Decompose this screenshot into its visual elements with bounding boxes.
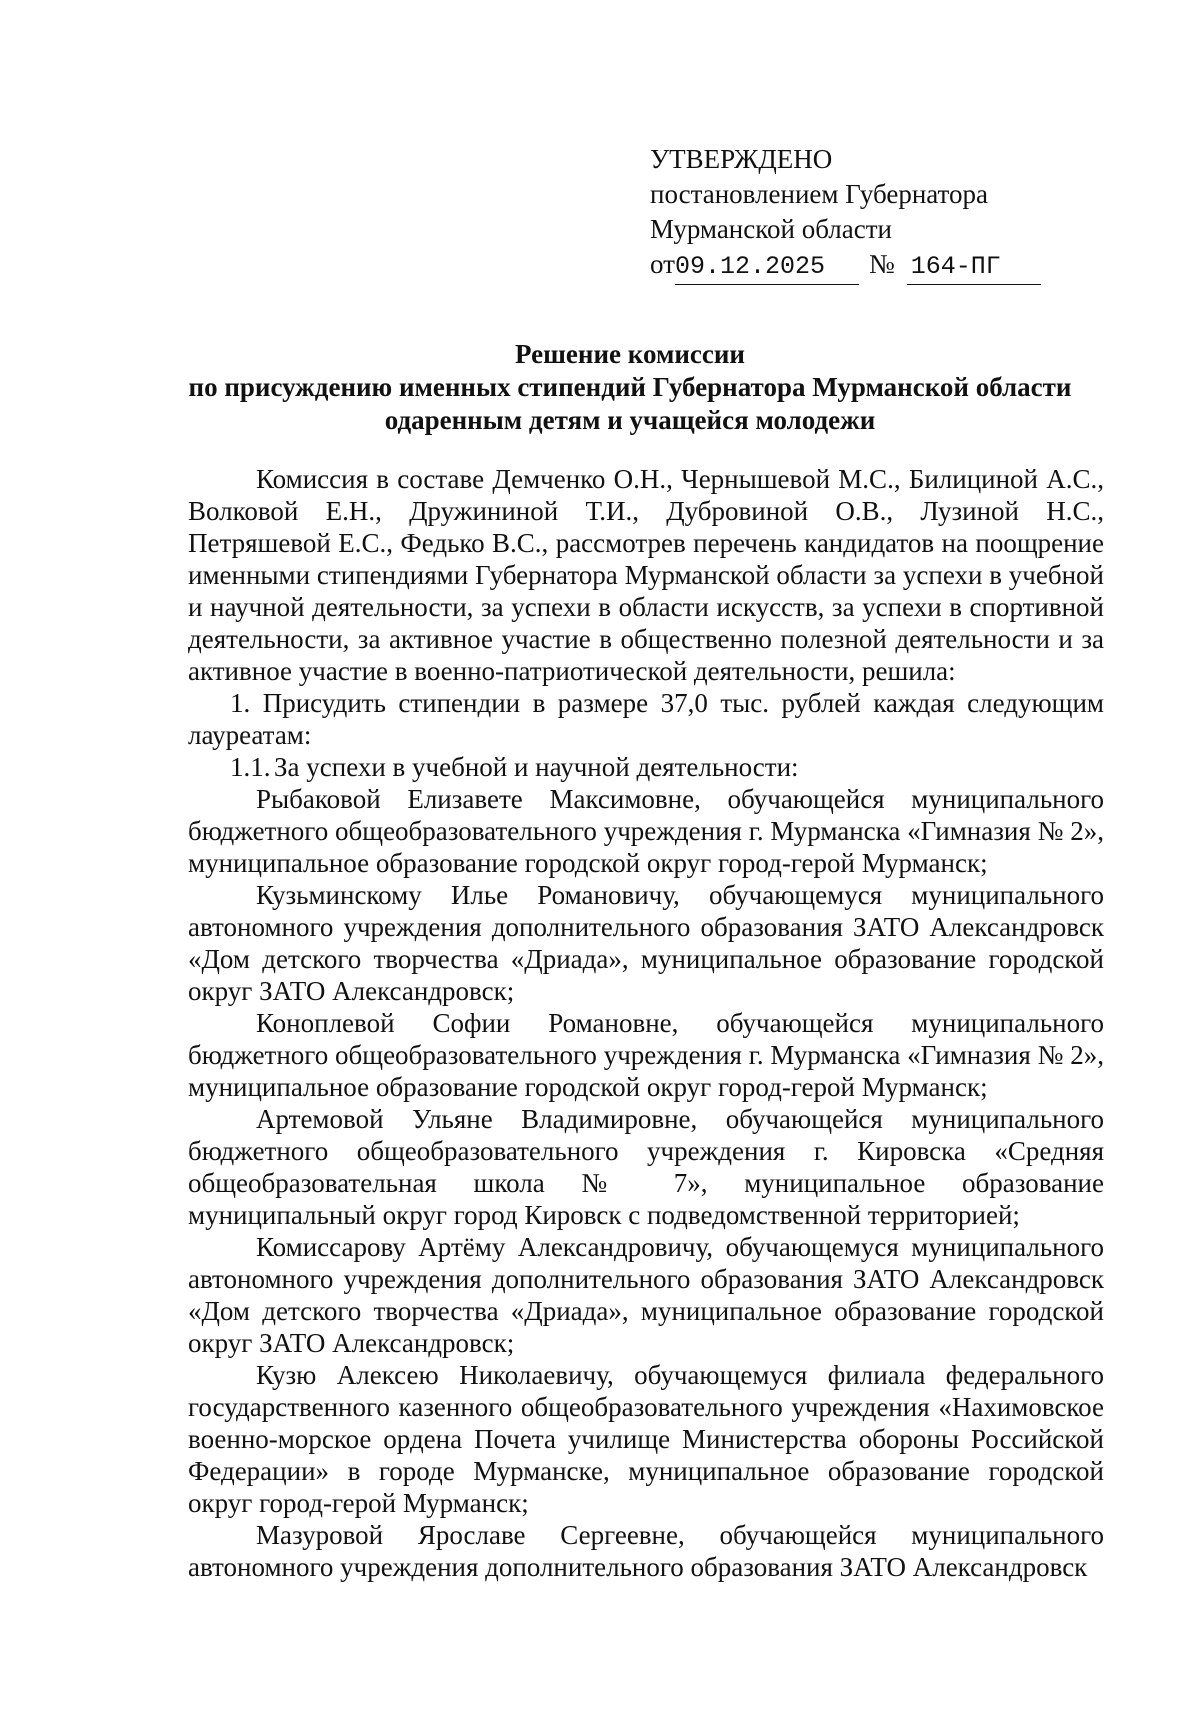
laureate-paragraph: Кузю Алексею Николаевичу, обучающемуся филиала федерального государственного казенного общеобразовательного учреждения «Нахимовское военно-морское ордена Почета училище Министерства обороны Российской Федерации» в городе Мурманске, муниципальное образование городской округ город-герой Мурманск; xyxy=(188,1360,1104,1518)
number-sign: № xyxy=(868,249,895,279)
intro-paragraph: Комиссия в составе Демченко О.Н., Чернышевой М.С., Билициной А.С., Волковой Е.Н., Дружининой Т.И., Дубровиной О.В., Лузиной Н.С., Петряшевой Е.С., Федько В.С., рассмотрев перечень кандидатов на поощрение именными стипендиями Губернатора Мурманской области за успехи в учебной и научной деятельности, за успехи в области искусств, за успехи в спортивной деятельности, за активное участие в общественно полезной деятельности и за активное участие в военно-патриотической деятельности, решила: xyxy=(188,464,1104,686)
laureate-paragraph: Рыбаковой Елизавете Максимовне, обучающейся муниципального бюджетного общеобразовательного учреждения г. Мурманска «Гимназия № 2», муниципальное образование городской округ город-герой Мурманск; xyxy=(188,784,1104,878)
laureate-paragraph: Кузьминскому Илье Романовичу, обучающемуся муниципального автономного учреждения дополнительного образования ЗАТО Александровск «Дом детского творчества «Дриада», муниципальное образование городской округ ЗАТО Александровск; xyxy=(188,880,1104,1006)
approval-heading: УТВЕРЖДЕНО xyxy=(650,144,833,174)
document-title xyxy=(150,338,1110,437)
date-prefix: от xyxy=(650,249,675,279)
approval-date-line xyxy=(650,247,1090,285)
item-1: 1. Присудить стипендии в размере 37,0 тыс. рублей каждая следующим лауреатам: xyxy=(188,688,1104,750)
approval-line-region: Мурманской области xyxy=(650,214,892,244)
laureate-paragraph: Мазуровой Ярославе Сергеевне, обучающейся муниципального автономного учреждения дополнительного образования ЗАТО Александровск xyxy=(188,1520,1104,1582)
approval-stamp xyxy=(650,142,1090,285)
title-line-2: по присуждению именных стипендий Губернатора Мурманской области xyxy=(188,372,1072,402)
item-1-1-number: 1.1. xyxy=(230,752,271,782)
decree-number: 164-ПГ xyxy=(907,249,1041,285)
laureate-paragraph: Комиссарову Артёму Александровичу, обучающемуся муниципального автономного учреждения дополнительного образования ЗАТО Александровск «Дом детского творчества «Дриада», муниципальное образование городской округ ЗАТО Александровск; xyxy=(188,1232,1104,1358)
item-1-1 xyxy=(188,751,1104,783)
title-line-1: Решение комиссии xyxy=(515,339,745,369)
decree-date: 09.12.2025 xyxy=(675,249,859,285)
title-line-3: одаренным детям и учащейся молодежи xyxy=(384,405,876,435)
laureate-paragraph: Коноплевой Софии Романовне, обучающейся муниципального бюджетного общеобразовательного учреждения г. Мурманска «Гимназия № 2», муниципальное образование городской округ город-герой Мурманск; xyxy=(188,1008,1104,1102)
document-body xyxy=(188,463,1104,1583)
item-1-1-text: За успехи в учебной и научной деятельности: xyxy=(274,752,799,782)
approval-line-decree: постановлением Губернатора xyxy=(650,179,988,209)
laureate-paragraph: Артемовой Ульяне Владимировне, обучающейся муниципального бюджетного общеобразовательного учреждения г. Кировска «Средняя общеобразовательная школа № 7», муниципальное образование муниципальный округ город Кировск с подведомственной территорией; xyxy=(188,1104,1104,1230)
